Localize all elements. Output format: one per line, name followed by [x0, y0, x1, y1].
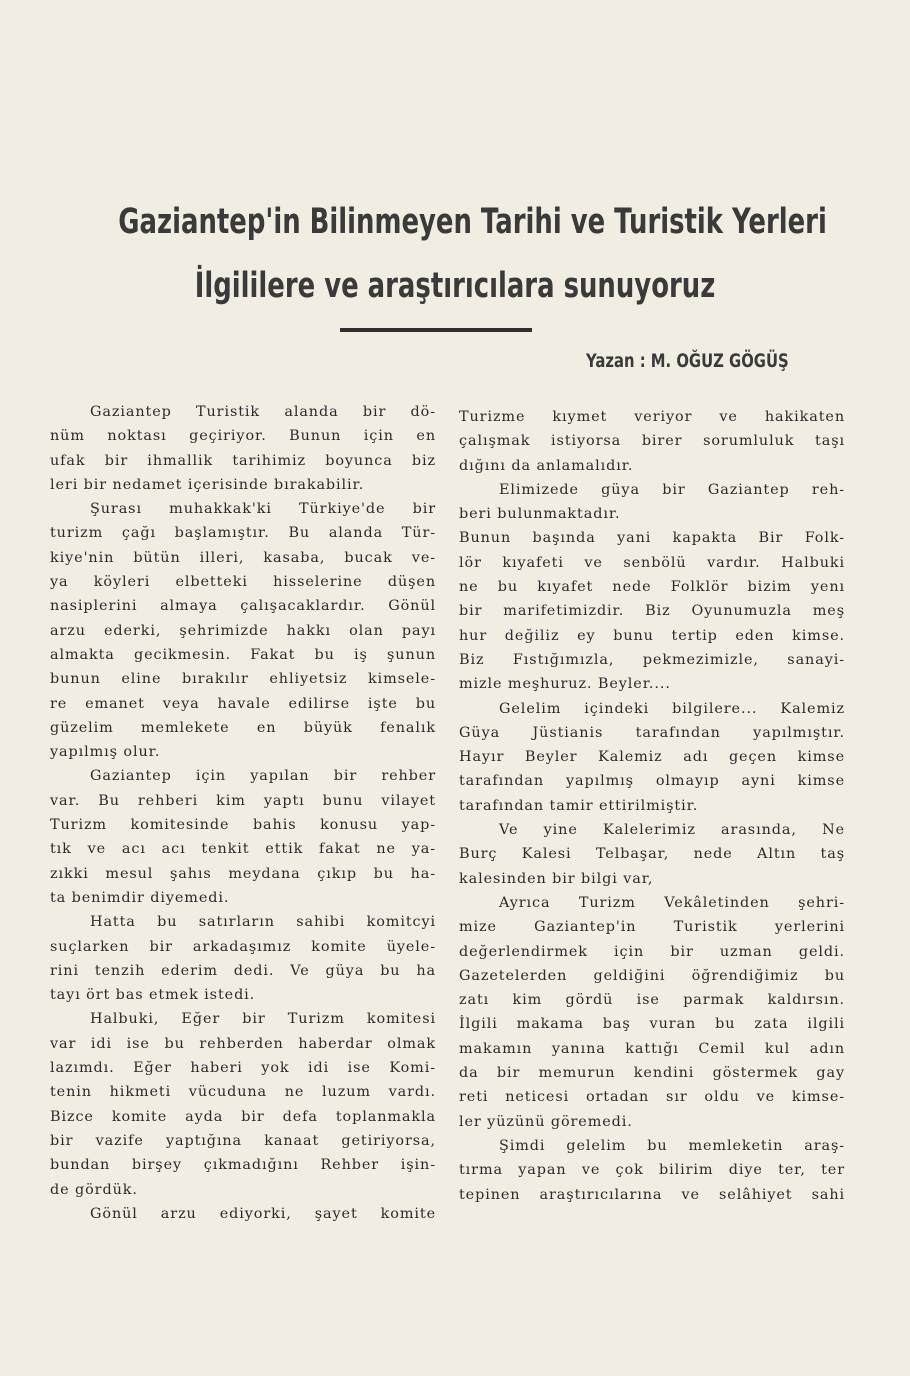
text-line: lazımdı. Eğer haberi yok idi ise Komi-	[50, 1060, 436, 1077]
text-line: Gelelim içindeki bilgilere... Kalemiz	[499, 700, 845, 717]
text-line: Gaziantep Turistik alanda bir dö-	[90, 404, 436, 420]
text-line: ufak bir ihmallik tarihimiz boyunca biz	[50, 452, 436, 469]
text-line: tırma yapan ve çok bilirim diye ter, ter	[459, 1162, 845, 1179]
text-line: Ayrıca Turizm Vekâletinden şehri-	[499, 894, 845, 911]
text-line: değerlendirmek için bir uzman geldi.	[459, 943, 845, 960]
text-line: hur değiliz ey bunu tertip eden kimse.	[459, 627, 845, 644]
text-line: tarafından yapılmış olmayıp ayni kimse	[459, 773, 845, 790]
text-line: tarafından tamir ettirilmiştir.	[459, 797, 699, 814]
text-line: da bir memurun kendini göstermek gay	[459, 1065, 845, 1082]
text-line: mizle meşhuruz. Beyler....	[459, 676, 671, 693]
text-line: Elimizede güya bir Gaziantep reh-	[499, 481, 845, 498]
text-line: kiye'nin bütün illeri, kasaba, bucak ve-	[50, 549, 436, 566]
text-line: beri bulunmaktadır.	[459, 506, 621, 523]
text-line: rini tenzih ederim dedi. Ve güya bu ha	[50, 962, 436, 979]
text-line: tepinen araştırıcılarına ve selâhiyet sahi	[459, 1186, 845, 1203]
text-line: kalesinden bir bilgi var,	[459, 870, 654, 887]
author-byline: Yazan : M. OĞUZ GÖGÜŞ	[586, 350, 789, 372]
text-line: var. Bu rehberi kim yaptı bunu vilayet	[50, 792, 436, 809]
text-line: Hayır Beyler Kalemiz adı geçen kimse	[459, 749, 845, 766]
text-line: güzelim memlekete en büyük fenalık	[50, 719, 436, 736]
text-line: nasiplerini almaya çalışacaklardır. Gönül	[50, 598, 436, 615]
text-line: Gaziantep için yapılan bir rehber	[90, 768, 436, 785]
text-line: Gazetelerden geldiğini öğrendiğimiz bu	[459, 967, 845, 984]
text-line: tayı ört bas etmek istedi.	[50, 987, 256, 1004]
text-line: Burç Kalesi Telbaşar, nede Altın taş	[459, 846, 845, 863]
text-line: mize Gaziantep'in Turistik yerlerini	[459, 919, 845, 936]
text-line: turizm çağı başlamıştır. Bu alanda Tür-	[50, 525, 436, 542]
text-line: zatı kim gördü ise parmak kaldırsın.	[459, 992, 845, 1009]
text-line: Güya Jüstianis tarafından yapılmıştır.	[459, 724, 845, 741]
text-line: Bunun başında yani kapakta Bir Folk-	[459, 530, 845, 547]
text-line: Turizm komitesinde bahis konusu yap-	[50, 817, 436, 834]
text-line: İlgili makama baş vuran bu zata ilgili	[459, 1016, 845, 1033]
text-line: Gönül arzu ediyorki, şayet komite	[90, 1205, 436, 1222]
text-line: Turizme kıymet veriyor ve hakikaten	[459, 409, 845, 425]
text-line: makamın yanına kattığı Cemil kul adın	[459, 1040, 845, 1057]
text-line: almakta gecikmesin. Fakat bu iş şunun	[50, 646, 436, 663]
text-line: nüm noktası geçiriyor. Bunun için en	[50, 428, 436, 445]
text-line: tenin hikmeti vücuduna ne luzum vardı.	[50, 1084, 436, 1101]
text-line: reti neticesi ortadan sır oldu ve kimse-	[459, 1089, 845, 1106]
text-line: ler yüzünü göremedi.	[459, 1113, 633, 1130]
article-subtitle: İlgililere ve araştırıcılara sunuyoruz	[194, 266, 716, 306]
text-line: Bizce komite ayda bir defa toplanmakla	[50, 1108, 436, 1125]
text-line: Şimdi gelelim bu memleketin araş-	[499, 1137, 845, 1154]
text-line: Şurası muhakkak'ki Türkiye'de bir	[90, 501, 436, 518]
left-column	[50, 400, 436, 1226]
text-line: ta benimdir diyemedi.	[50, 889, 230, 906]
text-line: ya köyleri elbetteki hisselerine düşen	[50, 574, 436, 591]
text-line: zıkki mesul şahıs meydana çıkıp bu ha-	[50, 865, 436, 882]
text-line: arzu ederki, şehrimizde hakkı olan payı	[50, 622, 436, 639]
text-line: tık ve acı acı tenkit ettik fakat ne ya-	[50, 841, 436, 858]
text-line: lör kıyafeti ve senbölü vardır. Halbuki	[459, 554, 845, 571]
text-line: Hatta bu satırların sahibi komitcyi	[90, 914, 436, 931]
text-line: dığını da anlamalıdır.	[459, 457, 634, 474]
text-line: re emanet veya havale edilirse işte bu	[50, 695, 436, 712]
text-line: Biz Fıstığımızla, pekmezimizle, sanayi-	[459, 651, 845, 668]
text-line: bunun eline bırakılır ehliyetsiz kimsele-	[50, 671, 436, 688]
text-line: bundan birşey çıkmadığını Rehber işin-	[50, 1157, 436, 1174]
right-column	[459, 405, 845, 1207]
text-line: bir vazife yaptığına kanaat getiriyorsa,	[50, 1132, 436, 1149]
text-line: suçlarken bir arkadaşımız komite üyele-	[50, 938, 436, 955]
article-title: Gaziantep'in Bilinmeyen Tarihi ve Turistik Yerleri	[118, 202, 827, 242]
text-line: ne bu kıyafet nede Folklör bizim yenı	[459, 579, 845, 596]
text-line: leri bir nedamet içerisinde bırakabilir.	[50, 476, 365, 493]
text-line: de gördük.	[50, 1181, 138, 1198]
text-line: çalışmak istiyorsa birer sorumluluk taşı	[459, 433, 845, 450]
text-line: bir marifetimizdir. Biz Oyunumuzla meş	[459, 603, 845, 620]
text-line: yapılmış olur.	[50, 744, 161, 761]
title-rule	[340, 328, 532, 332]
text-line: Halbuki, Eğer bir Turizm komitesi	[90, 1011, 436, 1028]
text-line: Ve yine Kalelerimiz arasında, Ne	[499, 822, 845, 839]
text-line: var idi ise bu rehberden haberdar olmak	[50, 1035, 436, 1052]
